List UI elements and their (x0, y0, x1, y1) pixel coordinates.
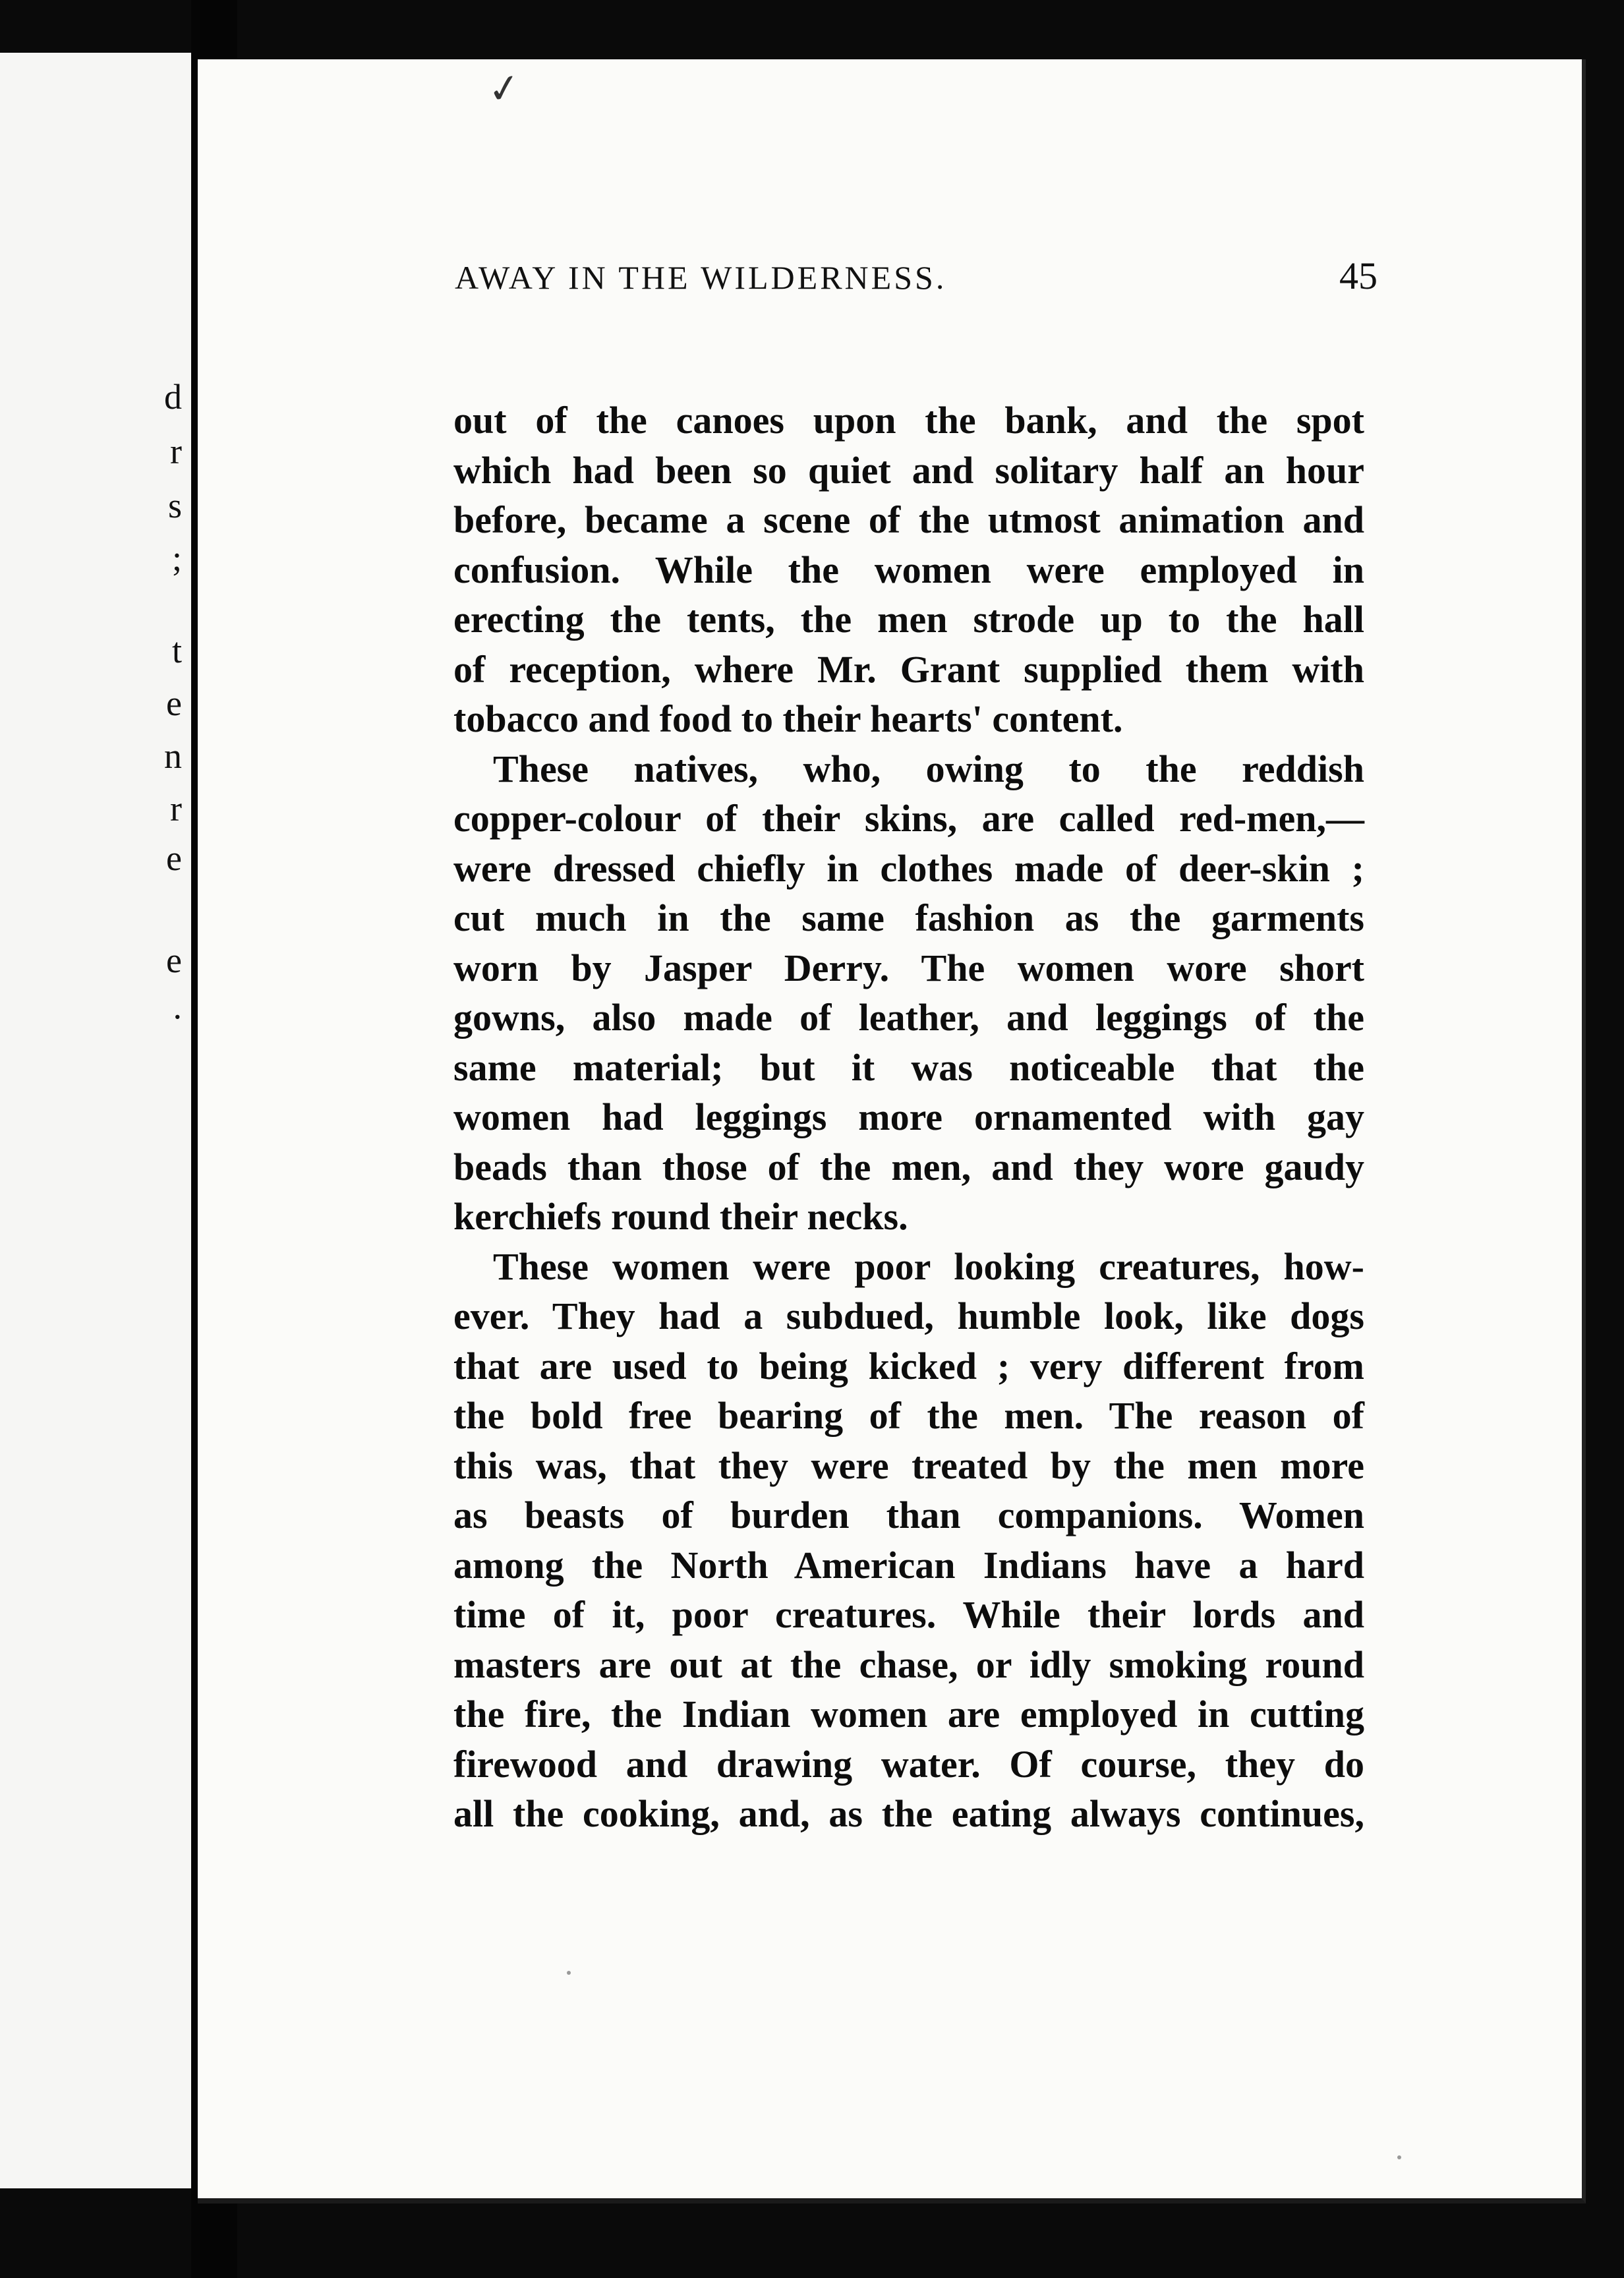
left-edge-letter: r (170, 432, 182, 471)
text-line: erecting the tents, the men strode up to the hall (453, 598, 1364, 641)
left-edge-letter: r (170, 789, 182, 829)
text-line: before, became a scene of the utmost animation and (453, 498, 1364, 541)
paragraph-3 (453, 1242, 1364, 1839)
text-line: These natives, who, owing to the reddish (493, 747, 1364, 790)
left-edge-letter: ; (171, 539, 182, 578)
left-edge-letter: n (164, 736, 182, 776)
page-number: 45 (1339, 254, 1378, 297)
text-line: women had leggings more ornamented with gay (453, 1095, 1364, 1138)
left-edge-letter: t (171, 631, 182, 670)
text-line: the fire, the Indian women are employed in cutting (453, 1693, 1364, 1736)
check-mark-icon: ✓ (484, 63, 524, 115)
left-edge-letter: d (164, 377, 182, 417)
text-line: all the cooking, and, as the eating always continues, (453, 1792, 1364, 1835)
left-edge-letter: s (167, 486, 182, 525)
text-line: beads than those of the men, and they wore gaudy (453, 1145, 1364, 1188)
left-edge-letter: e (166, 838, 182, 878)
text-line: copper-colour of their skins, are called red-men,— (453, 797, 1364, 840)
text-line: out of the canoes upon the bank, and the spot (453, 399, 1364, 442)
text-line: cut much in the same fashion as the garments (453, 896, 1364, 939)
text-line: this was, that they were treated by the men more (453, 1444, 1364, 1487)
text-line: firewood and drawing water. Of course, they do (453, 1742, 1364, 1786)
text-line: were dressed chiefly in clothes made of deer-skin ; (453, 846, 1364, 890)
text-line: same material; but it was noticeable that the (453, 1045, 1364, 1089)
text-line: which had been so quiet and solitary half an hour (453, 448, 1364, 492)
body-text (453, 395, 1364, 1839)
text-line: ever. They had a subdued, humble look, like dogs (453, 1295, 1364, 1337)
paper-speck (567, 1971, 571, 1975)
text-line: tobacco and food to their hearts' content. (453, 697, 1123, 740)
left-edge-letter: e (166, 941, 182, 980)
paragraph-2 (453, 744, 1364, 1242)
paper-speck (1397, 2155, 1401, 2159)
running-header (455, 254, 1378, 298)
left-edge-letter: . (173, 987, 182, 1026)
running-title: AWAY IN THE WILDERNESS. (455, 259, 947, 296)
text-line: the bold free bearing of the men. The reason of (453, 1394, 1364, 1437)
left-edge-letter: e (166, 684, 182, 723)
text-line: that are used to being kicked ; very different from (453, 1344, 1364, 1387)
text-line: kerchiefs round their necks. (453, 1195, 908, 1238)
text-line: as beasts of burden than companions. Women (453, 1494, 1364, 1536)
text-line: These women were poor looking creatures, how- (493, 1244, 1364, 1288)
text-line: time of it, poor creatures. While their lords and (453, 1593, 1364, 1636)
paragraph-1 (453, 395, 1364, 744)
text-line: among the North American Indians have a hard (453, 1543, 1364, 1587)
text-line: worn by Jasper Derry. The women wore short (453, 946, 1364, 989)
text-line: gowns, also made of leather, and leggings of the (453, 996, 1364, 1039)
text-line: of reception, where Mr. Grant supplied them with (453, 647, 1364, 691)
text-line: confusion. While the women were employed in (453, 548, 1364, 591)
text-line: masters are out at the chase, or idly smoking round (453, 1643, 1364, 1686)
left-page (0, 53, 191, 2188)
